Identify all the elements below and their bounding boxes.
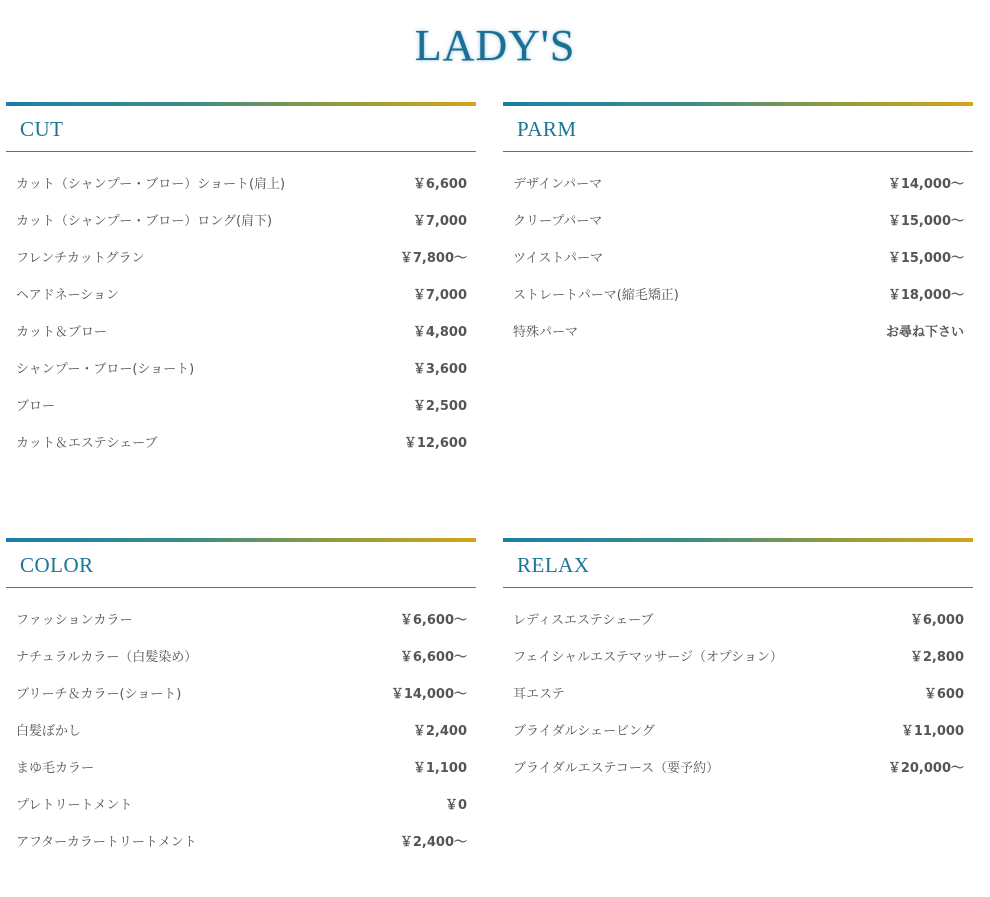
item-name: ブロー <box>16 399 56 414</box>
section-title: PARM <box>517 117 577 141</box>
item-price: ￥6,600～ <box>399 650 467 665</box>
price-row <box>503 679 973 716</box>
item-name: ストレートパーマ(縮毛矯正) <box>513 288 679 303</box>
item-price: ￥6,000 <box>909 613 964 628</box>
section-divider <box>6 587 476 588</box>
item-name: プレトリートメント <box>16 798 133 813</box>
item-name: カット（シャンプー・ブロー）ロング(肩下) <box>16 214 273 229</box>
item-name: フレンチカットグラン <box>16 251 145 266</box>
item-price: ￥7,000 <box>412 288 467 303</box>
item-name: ブリーチ＆カラー(ショート) <box>16 687 182 702</box>
item-name: フェイシャルエステマッサージ（オプション） <box>513 650 783 665</box>
item-price: ￥2,500 <box>412 399 467 414</box>
price-row <box>503 605 973 642</box>
price-row <box>503 642 973 679</box>
item-name: カット＆エステシェーブ <box>16 436 158 451</box>
item-name: ツイストパーマ <box>513 251 603 266</box>
item-name: レディスエステシェーブ <box>513 613 654 628</box>
item-name: ファッションカラー <box>16 613 133 628</box>
item-price: ￥18,000～ <box>887 288 964 303</box>
price-row <box>6 280 476 317</box>
item-price: ￥0 <box>444 798 467 813</box>
price-row <box>6 169 476 206</box>
item-name: デザインパーマ <box>513 177 603 192</box>
section-divider <box>503 151 973 152</box>
price-list <box>6 169 476 465</box>
price-row <box>6 354 476 391</box>
item-price: ￥14,000～ <box>390 687 467 702</box>
price-row <box>6 753 476 790</box>
price-row <box>503 169 973 206</box>
section-title: COLOR <box>20 553 94 577</box>
price-row <box>503 716 973 753</box>
price-row <box>6 243 476 280</box>
item-name: シャンプー・ブロー(ショート) <box>16 362 195 377</box>
item-price: ￥7,000 <box>412 214 467 229</box>
section-divider <box>6 151 476 152</box>
price-row <box>6 642 476 679</box>
item-price: ￥14,000～ <box>887 177 964 192</box>
section-cut <box>6 102 476 465</box>
price-row <box>503 280 973 317</box>
item-name: ブライダルエステコース（要予約） <box>513 761 720 776</box>
item-price: ￥2,400～ <box>399 835 467 850</box>
item-price: ￥6,600～ <box>399 613 467 628</box>
item-price: お尋ね下さい <box>885 325 964 340</box>
price-row <box>6 317 476 354</box>
item-price: ￥7,800～ <box>399 251 467 266</box>
item-price: ￥11,000 <box>900 724 964 739</box>
section-divider <box>503 587 973 588</box>
price-row <box>6 605 476 642</box>
section-title: CUT <box>20 117 64 141</box>
item-price: ￥15,000～ <box>887 214 964 229</box>
price-row <box>503 206 973 243</box>
price-row <box>503 317 973 354</box>
item-name: カット（シャンプー・ブロー）ショート(肩上) <box>16 177 286 192</box>
item-price: ￥15,000～ <box>887 251 964 266</box>
item-price: ￥1,100 <box>412 761 467 776</box>
item-name: ナチュラルカラー（白髪染め） <box>16 650 198 665</box>
price-row <box>6 827 476 864</box>
page-title: LADY'S <box>414 21 576 70</box>
price-list <box>503 605 973 790</box>
item-price: ￥4,800 <box>412 325 467 340</box>
price-row <box>6 716 476 753</box>
price-row <box>6 428 476 465</box>
item-name: 耳エステ <box>513 687 565 702</box>
section-color <box>6 538 476 864</box>
item-price: ￥2,800 <box>909 650 964 665</box>
section-parm <box>503 102 973 354</box>
price-row <box>6 206 476 243</box>
section-title: RELAX <box>517 553 590 577</box>
price-row <box>503 753 973 790</box>
price-list <box>503 169 973 354</box>
item-price: ￥3,600 <box>412 362 467 377</box>
item-name: クリープパーマ <box>513 214 603 229</box>
price-row <box>6 679 476 716</box>
price-row <box>503 243 973 280</box>
item-name: まゆ毛カラー <box>16 761 95 776</box>
item-name: カット＆ブロー <box>16 325 107 340</box>
item-name: ブライダルシェービング <box>513 724 655 739</box>
item-price: ￥12,600 <box>403 436 467 451</box>
section-relax <box>503 538 973 790</box>
item-name: アフターカラートリートメント <box>16 835 197 850</box>
price-list <box>6 605 476 864</box>
item-price: ￥2,400 <box>412 724 467 739</box>
item-price: ￥20,000～ <box>887 761 964 776</box>
item-name: 特殊パーマ <box>513 325 579 340</box>
item-price: ￥6,600 <box>412 177 467 192</box>
price-row <box>6 391 476 428</box>
item-name: 白髪ぼかし <box>16 724 82 739</box>
item-name: ヘアドネーション <box>16 288 119 303</box>
item-price: ￥600 <box>923 687 964 702</box>
price-row <box>6 790 476 827</box>
